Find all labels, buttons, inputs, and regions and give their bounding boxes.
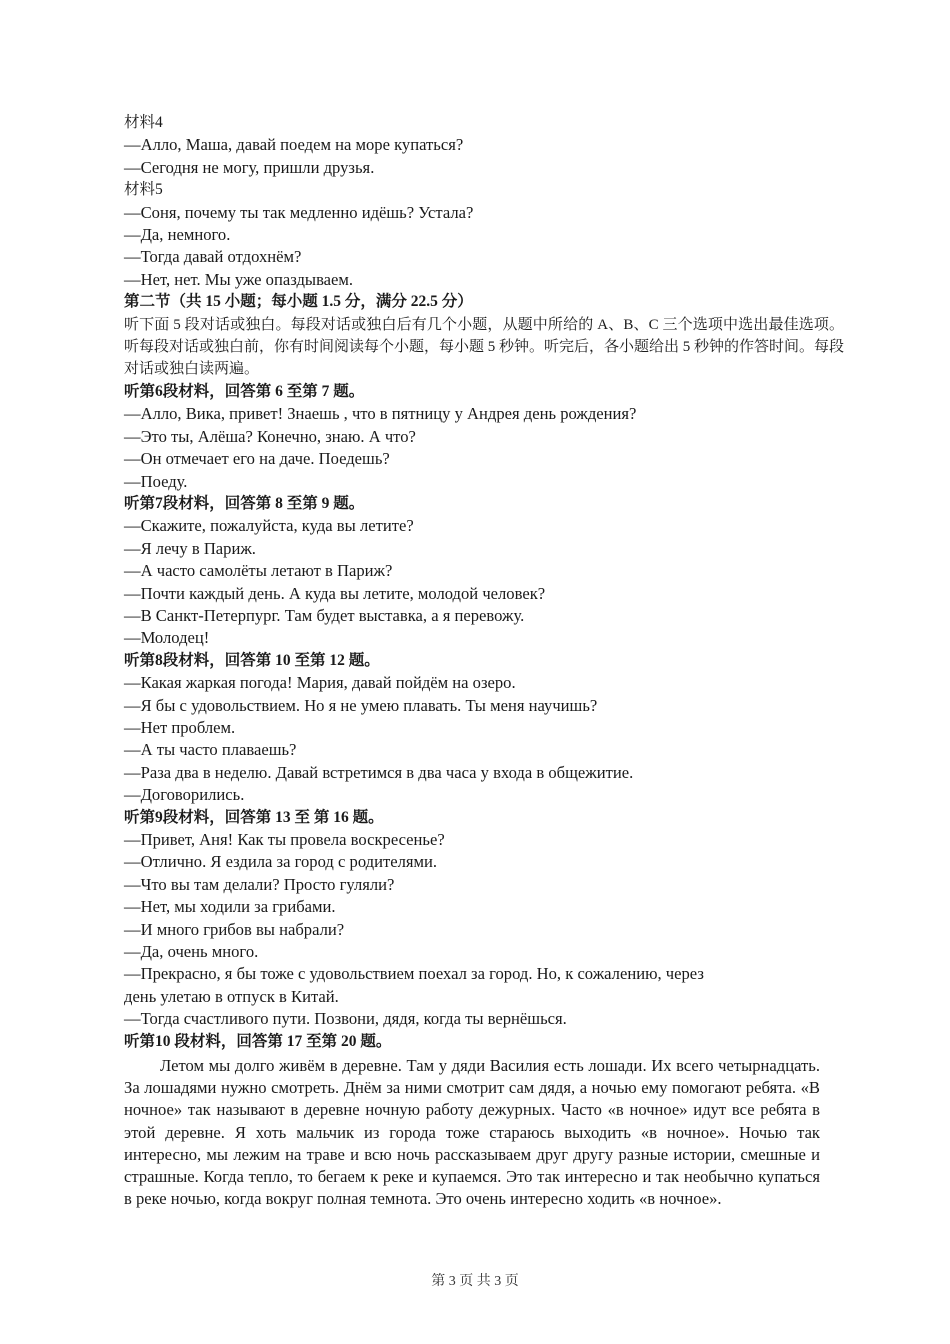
dialogue-line: —Сегодня не могу, пришли друзья.	[124, 157, 375, 177]
dialogue-line: —Я лечу в Париж.	[124, 538, 256, 558]
dialogue-line: —Да, очень много.	[124, 942, 259, 962]
dialogue-line: —Договорились.	[124, 785, 245, 805]
material5-title: 材料5	[124, 181, 163, 199]
dialogue-line: —Раза два в неделю. Давай встретимся в два часа у входа в общежитие.	[124, 762, 634, 782]
document-page	[124, 112, 844, 1210]
dialogue-line: —Прекрасно, я бы тоже с удовольствием поехал за город. Но, к сожалению, через	[124, 964, 704, 984]
dialogue-line: —Это ты, Алёша? Конечно, знаю. А что?	[124, 426, 416, 446]
dialogue-line: —Молодец!	[124, 628, 210, 648]
dialogue-line: —Отлично. Я ездила за город с родителями.	[124, 852, 438, 872]
dialogue-line: —А часто самолёты летают в Париж?	[124, 561, 393, 581]
monologue-paragraph: Летом мы долго живём в деревне. Там у дяди Василия есть лошади. Их всего четырнадцать. За лошадями нужно смотреть. Днём за ними смотрит сам дядя, а ночью ему помогают ребята. «В ночное» так называют в деревне ночную работу дежурных. Часто «в ночное» идут все ребята в этой деревне. Я хоть мальчик из города тоже стараюсь выходить «в ночное». Ночью так интересно, мы лежим на траве и всю ночь рассказываем друг другу разные истории, смешные и страшные. Когда тепло, то бегаем к реке и купаемся. Это так интересно и так необычно купаться в реке ночью, когда вокруг полная темнота. Это очень интересно ходить «в ночное».	[124, 1056, 820, 1209]
dialogue-line: —Он отмечает его на даче. Поедешь?	[124, 449, 390, 469]
section2-instructions: 听下面 5 段对话或独白。每段对话或独白后有几个小题，从题中所给的 A、B、C 三个选项中选出最佳选项。听每段对话或独白前，你有时间阅读每个小题，每小题 5 秒钟。听完后，各小题给出 5 秒钟的作答时间。每段对话或独白读两遍。	[124, 316, 845, 378]
dialogue-line: —Я бы с удовольствием. Но я не умею плавать. Ты меня научишь?	[124, 695, 598, 715]
dialogue-line: —Какая жаркая погода! Мария, давай пойдём на озеро.	[124, 673, 516, 693]
material8-heading: 听第8段材料，回答第 10 至第 12 题。	[124, 651, 380, 669]
material4-title: 材料4	[124, 114, 163, 131]
dialogue-line: —Привет, Аня! Как ты провела воскресенье?	[124, 830, 445, 849]
dialogue-line: —Нет, мы ходили за грибами.	[124, 897, 336, 917]
dialogue-line: —Тогда давай отдохнём?	[124, 247, 302, 267]
dialogue-line: —Алло, Маша, давай поедем на море купаться?	[124, 135, 464, 155]
dialogue-line: —Скажите, пожалуйста, куда вы летите?	[124, 516, 414, 536]
dialogue-line: —Почти каждый день. А куда вы летите, молодой человек?	[124, 583, 546, 603]
section2-heading: 第二节（共 15 小题；每小题 1.5 分，满分 22.5 分）	[124, 293, 473, 311]
dialogue-line: —И много грибов вы набрали?	[124, 919, 345, 939]
material10-heading: 听第10 段材料，回答第 17 至第 20 题。	[124, 1032, 392, 1050]
dialogue-line: —Поеду.	[124, 471, 188, 491]
dialogue-line: —Да, немного.	[124, 225, 231, 245]
material9-heading: 听第9段材料，回答第 13 至 第 16 题。	[124, 808, 384, 826]
dialogue-line: —Что вы там делали? Просто гуляли?	[124, 874, 395, 894]
dialogue-line: —Нет, нет. Мы уже опаздываем.	[124, 269, 354, 289]
dialogue-line: —Тогда счастливого пути. Позвони, дядя, когда ты вернёшься.	[124, 1009, 567, 1029]
page-number: 第 3 页 共 3 页	[431, 1274, 519, 1289]
material7-heading: 听第7段材料，回答第 8 至第 9 题。	[124, 494, 365, 512]
dialogue-line: день улетаю в отпуск в Китай.	[124, 986, 339, 1006]
dialogue-line: —Алло, Вика, привет! Знаешь , что в пятницу у Андрея день рождения?	[124, 404, 637, 424]
dialogue-line: —В Санкт-Петерпург. Там будет выставка, а я перевожу.	[124, 605, 525, 625]
material6-heading: 听第6段材料，回答第 6 至第 7 题。	[124, 382, 365, 400]
dialogue-line: —Нет проблем.	[124, 717, 236, 737]
dialogue-line: —А ты часто плаваешь?	[124, 740, 297, 760]
dialogue-line: —Соня, почему ты так медленно идёшь? Устала?	[124, 202, 474, 222]
